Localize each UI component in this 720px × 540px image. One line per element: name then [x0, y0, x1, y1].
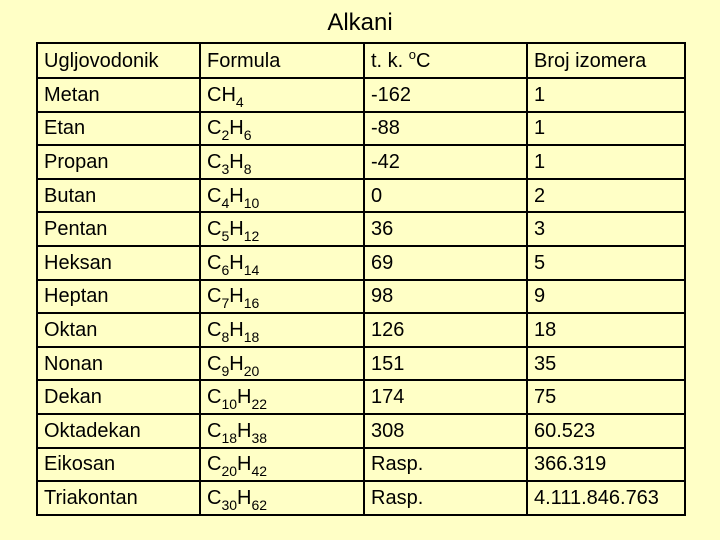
formula-hydrogen: H [237, 486, 252, 509]
cell-hydrocarbon: Heksan [37, 246, 200, 280]
table-header-row [37, 43, 685, 78]
cell-formula [200, 246, 364, 280]
header-bp-prefix: t. k. [371, 49, 409, 72]
header-formula: Formula [200, 43, 364, 78]
header-bp-degree: o [408, 46, 417, 62]
formula-carbon: C [207, 318, 222, 341]
formula-hydrogen: H [229, 285, 244, 308]
formula-carbon: C [207, 453, 222, 476]
cell-boiling-point: Rasp. [364, 448, 527, 482]
cell-hydrocarbon: Butan [37, 179, 200, 213]
table-row [37, 481, 685, 515]
cell-isomer-count: 1 [527, 112, 685, 146]
cell-formula [200, 179, 364, 213]
cell-isomer-count: 18 [527, 313, 685, 347]
formula-hydrogen: H [229, 318, 244, 341]
table-row [37, 112, 685, 146]
cell-formula [200, 112, 364, 146]
formula-carbon: C [207, 419, 222, 442]
cell-isomer-count: 1 [527, 78, 685, 112]
formula-hydrogen: H [229, 150, 244, 173]
cell-boiling-point: Rasp. [364, 481, 527, 515]
formula-carbon: C [207, 218, 222, 241]
formula-hydrogen: H [237, 386, 252, 409]
formula-carbon-count: 4 [221, 194, 230, 211]
header-isomer-count: Broj izomera [527, 43, 685, 78]
cell-isomer-count: 9 [527, 280, 685, 314]
table-row [37, 313, 685, 347]
formula-hydrogen: H [229, 352, 244, 375]
cell-isomer-count: 5 [527, 246, 685, 280]
cell-boiling-point: 126 [364, 313, 527, 347]
formula-hydrogen-count: 18 [243, 328, 260, 345]
formula-carbon-count: 2 [221, 127, 230, 144]
cell-hydrocarbon: Etan [37, 112, 200, 146]
formula-carbon: C [207, 251, 222, 274]
formula-carbon-count: 5 [221, 228, 230, 245]
cell-isomer-count: 75 [527, 380, 685, 414]
cell-formula [200, 448, 364, 482]
header-boiling-point [364, 43, 527, 78]
cell-hydrocarbon: Pentan [37, 212, 200, 246]
formula-hydrogen-count: 62 [251, 496, 268, 513]
formula-carbon-count: 6 [221, 261, 230, 278]
table-row [37, 448, 685, 482]
cell-boiling-point: 308 [364, 414, 527, 448]
formula-hydrogen: H [229, 184, 244, 207]
cell-boiling-point: 69 [364, 246, 527, 280]
formula-hydrogen-count: 14 [243, 261, 260, 278]
formula-hydrogen: H [237, 419, 252, 442]
formula-carbon-count: 7 [221, 295, 230, 312]
cell-isomer-count: 35 [527, 347, 685, 381]
formula-carbon-count: 30 [221, 496, 238, 513]
formula-hydrogen-count: 20 [243, 362, 260, 379]
cell-isomer-count: 366.319 [527, 448, 685, 482]
cell-formula [200, 280, 364, 314]
formula-hydrogen-count: 22 [251, 396, 268, 413]
formula-hydrogen-count: 38 [251, 429, 268, 446]
formula-carbon: C [207, 117, 222, 140]
cell-formula [200, 347, 364, 381]
cell-boiling-point: -42 [364, 145, 527, 179]
cell-formula [200, 414, 364, 448]
cell-boiling-point: 36 [364, 212, 527, 246]
formula-hydrogen: H [229, 117, 244, 140]
formula-hydrogen-count: 6 [243, 127, 252, 144]
cell-formula [200, 313, 364, 347]
formula-carbon: C [207, 150, 222, 173]
formula-carbon: C [207, 486, 222, 509]
cell-boiling-point: -88 [364, 112, 527, 146]
formula-hydrogen: H [237, 453, 252, 476]
cell-hydrocarbon: Metan [37, 78, 200, 112]
formula-hydrogen-count: 12 [243, 228, 260, 245]
table-body [37, 43, 685, 515]
formula-hydrogen: H [221, 83, 236, 106]
formula-carbon-count: 20 [221, 463, 238, 480]
header-bp-unit: C [416, 49, 431, 72]
header-hydrocarbon: Ugljovodonik [37, 43, 200, 78]
formula-carbon-count: 10 [221, 396, 238, 413]
formula-hydrogen-count: 4 [235, 93, 244, 110]
table-row [37, 78, 685, 112]
cell-formula [200, 481, 364, 515]
formula-hydrogen-count: 10 [243, 194, 260, 211]
cell-boiling-point: 174 [364, 380, 527, 414]
formula-carbon: C [207, 184, 222, 207]
cell-hydrocarbon: Oktan [37, 313, 200, 347]
table-row [37, 380, 685, 414]
cell-boiling-point: 151 [364, 347, 527, 381]
table-row [37, 145, 685, 179]
formula-hydrogen: H [229, 251, 244, 274]
formula-carbon-count: 18 [221, 429, 238, 446]
alkanes-table [36, 42, 686, 516]
page-title: Alkani [327, 9, 393, 36]
cell-isomer-count: 4.111.846.763 [527, 481, 685, 515]
formula-carbon-count: 3 [221, 160, 230, 177]
table-row [37, 280, 685, 314]
formula-carbon: C [207, 83, 222, 106]
formula-hydrogen-count: 42 [251, 463, 268, 480]
cell-isomer-count: 2 [527, 179, 685, 213]
cell-hydrocarbon: Dekan [37, 380, 200, 414]
cell-hydrocarbon: Nonan [37, 347, 200, 381]
formula-hydrogen-count: 16 [243, 295, 260, 312]
formula-carbon-count: 9 [221, 362, 230, 379]
cell-formula [200, 145, 364, 179]
formula-carbon: C [207, 386, 222, 409]
table-row [37, 347, 685, 381]
table-row [37, 179, 685, 213]
cell-hydrocarbon: Triakontan [37, 481, 200, 515]
cell-formula [200, 78, 364, 112]
cell-formula [200, 380, 364, 414]
table-row [37, 414, 685, 448]
formula-hydrogen: H [229, 218, 244, 241]
formula-carbon: C [207, 352, 222, 375]
cell-hydrocarbon: Oktadekan [37, 414, 200, 448]
cell-boiling-point: 98 [364, 280, 527, 314]
cell-isomer-count: 1 [527, 145, 685, 179]
cell-hydrocarbon: Eikosan [37, 448, 200, 482]
cell-hydrocarbon: Heptan [37, 280, 200, 314]
cell-isomer-count: 3 [527, 212, 685, 246]
cell-boiling-point: -162 [364, 78, 527, 112]
table-row [37, 212, 685, 246]
formula-carbon: C [207, 285, 222, 308]
formula-hydrogen-count: 8 [243, 160, 252, 177]
cell-isomer-count: 60.523 [527, 414, 685, 448]
cell-boiling-point: 0 [364, 179, 527, 213]
formula-carbon-count: 8 [221, 328, 230, 345]
cell-hydrocarbon: Propan [37, 145, 200, 179]
cell-formula [200, 212, 364, 246]
table-row [37, 246, 685, 280]
